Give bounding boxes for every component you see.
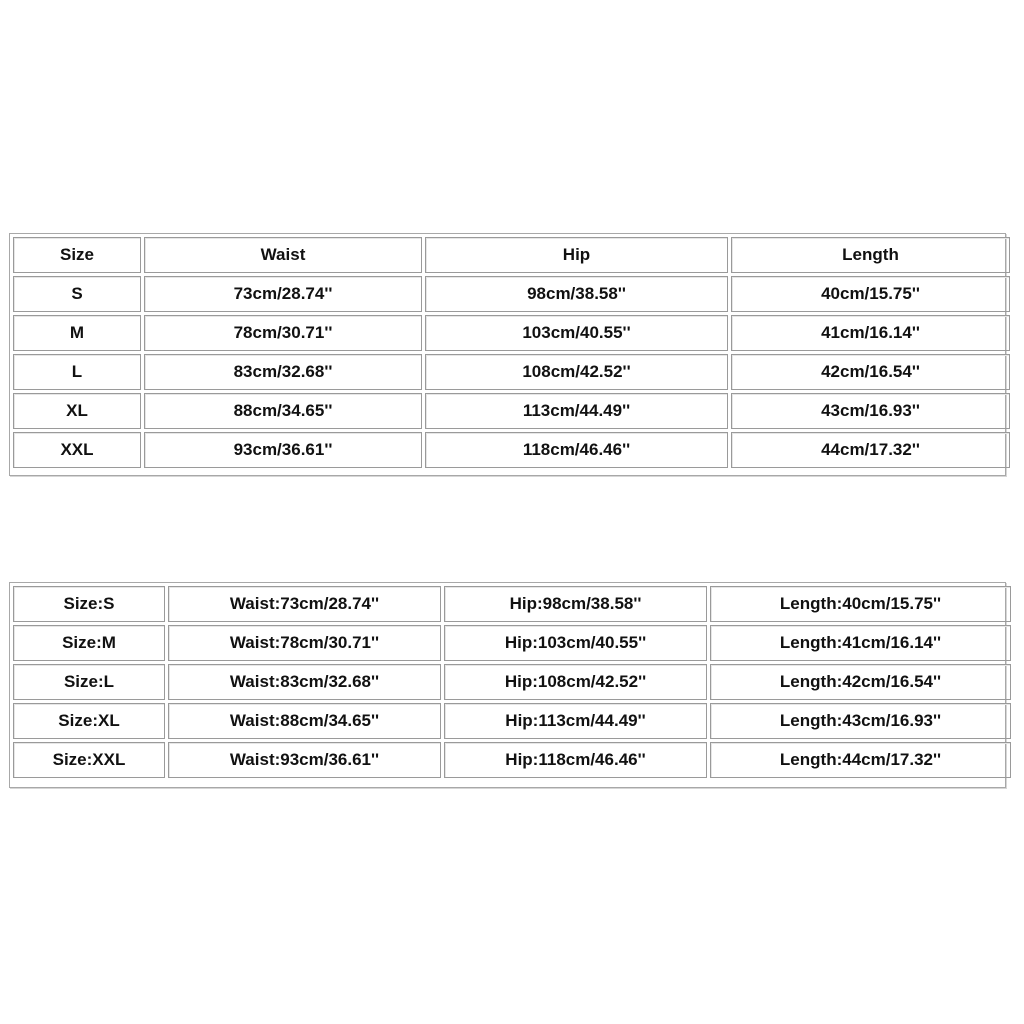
cell-size: Size:S: [13, 586, 165, 622]
cell-size: Size:L: [13, 664, 165, 700]
table-row: [13, 742, 1011, 778]
cell-waist: Waist:93cm/36.61'': [168, 742, 441, 778]
cell-size: L: [13, 354, 141, 390]
cell-waist: Waist:73cm/28.74'': [168, 586, 441, 622]
table-row: [13, 703, 1011, 739]
table-row: [13, 432, 1010, 468]
cell-hip: 103cm/40.55'': [425, 315, 728, 351]
table-row: [13, 315, 1010, 351]
cell-hip: 118cm/46.46'': [425, 432, 728, 468]
cell-length: Length:40cm/15.75'': [710, 586, 1011, 622]
table-row: [13, 393, 1010, 429]
cell-length: 44cm/17.32'': [731, 432, 1010, 468]
cell-length: 40cm/15.75'': [731, 276, 1010, 312]
cell-waist: 73cm/28.74'': [144, 276, 422, 312]
cell-hip: Hip:98cm/38.58'': [444, 586, 707, 622]
size-chart-grid-labeled: [10, 583, 1014, 781]
cell-length: 42cm/16.54'': [731, 354, 1010, 390]
table-header-row: [13, 237, 1010, 273]
cell-hip: Hip:108cm/42.52'': [444, 664, 707, 700]
cell-hip: 98cm/38.58'': [425, 276, 728, 312]
cell-size: Size:XXL: [13, 742, 165, 778]
table-row: [13, 276, 1010, 312]
cell-waist: 78cm/30.71'': [144, 315, 422, 351]
cell-length: Length:43cm/16.93'': [710, 703, 1011, 739]
cell-size: XXL: [13, 432, 141, 468]
cell-waist: Waist:83cm/32.68'': [168, 664, 441, 700]
cell-length: 41cm/16.14'': [731, 315, 1010, 351]
cell-hip: Hip:103cm/40.55'': [444, 625, 707, 661]
size-chart-table: [9, 233, 1006, 476]
size-chart-grid: [10, 234, 1013, 471]
cell-length: Length:41cm/16.14'': [710, 625, 1011, 661]
cell-waist: 83cm/32.68'': [144, 354, 422, 390]
cell-length: 43cm/16.93'': [731, 393, 1010, 429]
cell-hip: Hip:118cm/46.46'': [444, 742, 707, 778]
cell-length: Length:44cm/17.32'': [710, 742, 1011, 778]
cell-waist: 88cm/34.65'': [144, 393, 422, 429]
cell-size: M: [13, 315, 141, 351]
header-hip: Hip: [425, 237, 728, 273]
cell-waist: Waist:78cm/30.71'': [168, 625, 441, 661]
size-chart-table-labeled: [9, 582, 1006, 788]
cell-hip: Hip:113cm/44.49'': [444, 703, 707, 739]
cell-hip: 108cm/42.52'': [425, 354, 728, 390]
table-row: [13, 625, 1011, 661]
table-row: [13, 664, 1011, 700]
header-size: Size: [13, 237, 141, 273]
cell-waist: Waist:88cm/34.65'': [168, 703, 441, 739]
cell-length: Length:42cm/16.54'': [710, 664, 1011, 700]
cell-size: XL: [13, 393, 141, 429]
cell-size: Size:XL: [13, 703, 165, 739]
table-row: [13, 586, 1011, 622]
header-length: Length: [731, 237, 1010, 273]
cell-size: Size:M: [13, 625, 165, 661]
cell-size: S: [13, 276, 141, 312]
cell-hip: 113cm/44.49'': [425, 393, 728, 429]
cell-waist: 93cm/36.61'': [144, 432, 422, 468]
header-waist: Waist: [144, 237, 422, 273]
table-row: [13, 354, 1010, 390]
